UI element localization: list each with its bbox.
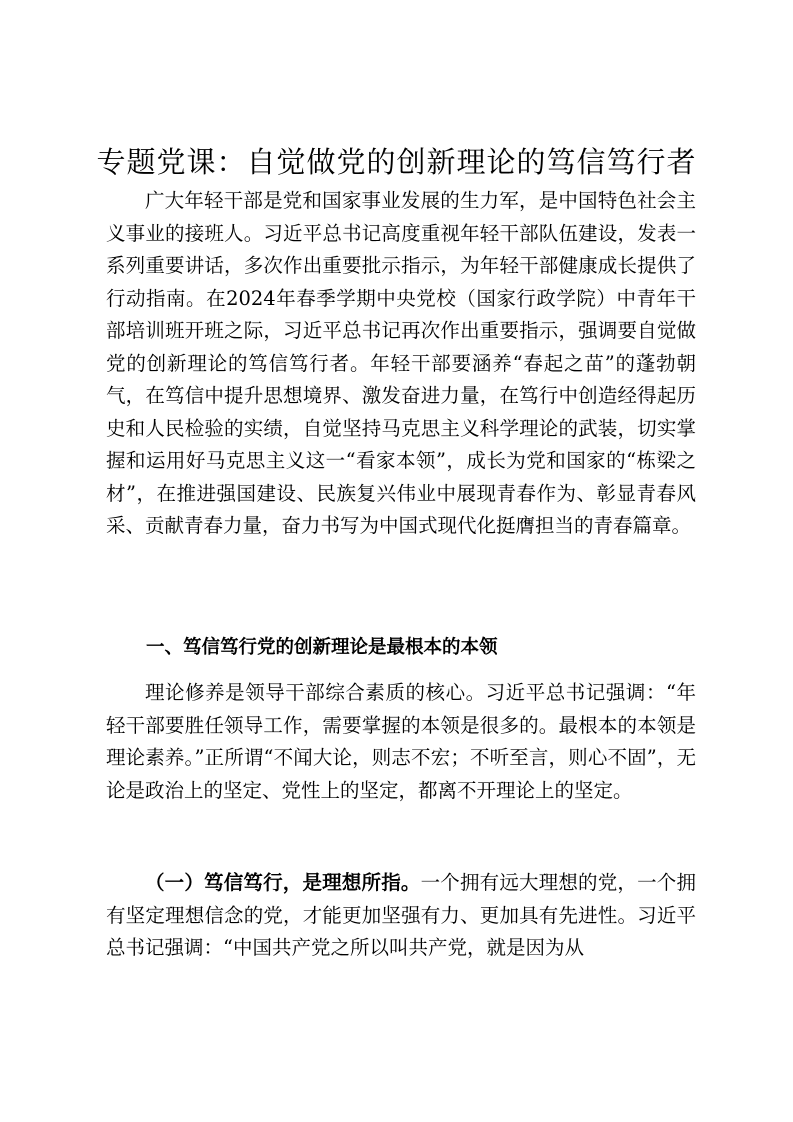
paragraph-theory: 理论修养是领导干部综合素质的核心。习近平总书记强调：“年轻干部要胜任领导工作，需要掌握的本领是很多的。最根本的本领是理论素养。”正所谓“不闻大论，则志不宏；不听至言，则心不固”，无论是政治上的坚定、党性上的坚定，都离不开理论上的坚定。	[106, 681, 696, 802]
paragraph-ideal-text: 一个拥有远大理想的党，一个拥有坚定理想信念的党，才能更加坚强有力、更加具有先进性。习近平总书记强调：“中国共产党之所以叫共产党，就是因为从	[106, 871, 696, 959]
sub-heading: （一）笃信笃行，是理想所指。	[145, 871, 421, 894]
paragraph-ideal	[106, 867, 696, 965]
section-heading: 一、笃信笃行党的创新理论是最根本的本领	[146, 637, 498, 658]
document-title: 专题党课：自觉做党的创新理论的笃信笃行者	[96, 145, 697, 179]
paragraph-intro: 广大年轻干部是党和国家事业发展的生力军，是中国特色社会主义事业的接班人。习近平总书记高度重视年轻干部队伍建设，发表一系列重要讲话，多次作出重要批示指示，为年轻干部健康成长提供了行动指南。在2024年春季学期中央党校（国家行政学院）中青年干部培训班开班之际，习近平总书记再次作出重要指示，强调要自觉做党的创新理论的笃信笃行者。年轻干部要涵养“春起之苗”的蓬勃朝气，在笃信中提升思想境界、激发奋进力量，在笃行中创造经得起历史和人民检验的实绩，自觉坚持马克思主义科学理论的武装，切实掌握和运用好马克思主义这一“看家本领”，成长为党和国家的“栋梁之材”，在推进强国建设、民族复兴伟业中展现青春作为、彰显青春风采、贡献青春力量，奋力书写为中国式现代化挺膺担当的青春篇章。	[106, 189, 696, 537]
